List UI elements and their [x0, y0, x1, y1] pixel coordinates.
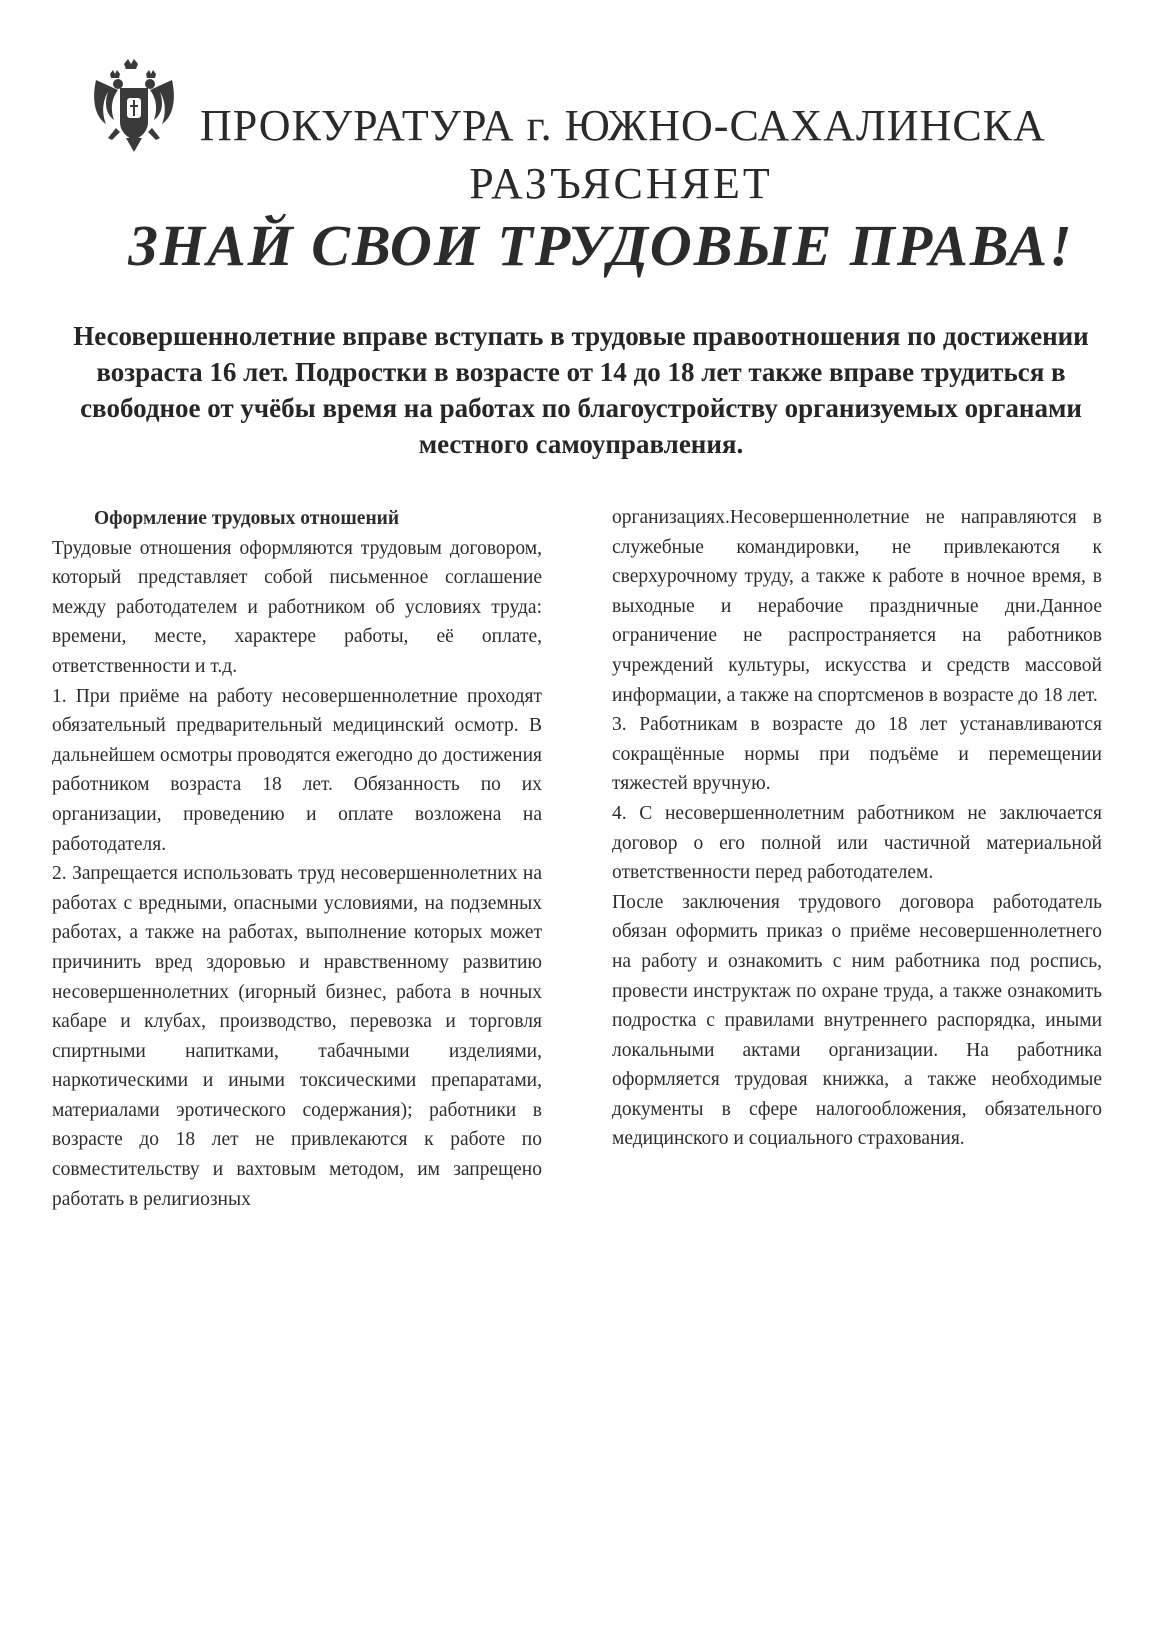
item-2-paragraph: 2. Запрещается использовать труд несовершеннолетних на работах с вредными, опасными условиями, на подземных работах, а также на работах, выполнение которых может причинить вред здоровью и нравственному развитию несовершеннолетних (игорный бизнес, работа в ночных кабаре и клубах, производство, перевозка и торговля спиртными напитками, табачными изделиями, наркотическими и иными токсическими препаратами, материалами эротического содержания); работники в возрасте до 18 лет не привлекаются к работе по совместительству и вахтовым методом, им запрещено работать в религиозных	[52, 863, 542, 1210]
item-1-paragraph: 1. При приёме на работу несовершеннолетние проходят обязательный предварительный медицинский осмотр. В дальнейшем осмотры проводятся ежегодно до достижения работником возраста 18 лет. Обязанность по их организации, проведению и оплате возложена на работодателя.	[52, 685, 542, 855]
header-explains: РАЗЪЯСНЯЕТ	[469, 159, 773, 208]
item-3-paragraph: 3. Работникам в возрасте до 18 лет устанавливаются сокращённые нормы при подъёме и перемещении тяжестей вручную.	[612, 714, 1102, 795]
slogan-heading: ЗНАЙ СВОИ ТРУДОВЫЕ ПРАВА!	[128, 213, 1074, 278]
intro-paragraph: Трудовые отношения оформляются трудовым договором, который представляет собой письменное соглашение между работодателем и работником об условиях труда: времени, месте, характере работы, её оплате, ответственности и т.д.	[52, 537, 542, 677]
closing-paragraph: После заключения трудового договора работодатель обязан оформить приказ о приёме несовершеннолетнего на работу и ознакомить с ним работника под роспись, провести инструктаж по охране труда, а также ознакомить подростка с правилами внутреннего распорядка, иными локальными актами организации. На работника оформляется трудовая книжка, а также необходимые документы в сфере налогообложения, обязательного медицинского и социального страхования.	[612, 891, 1102, 1150]
section-title: Оформление трудовых отношений	[94, 508, 400, 529]
item-4-paragraph: 4. С несовершеннолетним работником не заключается договор о его полной или частичной материальной ответственности перед работодателем.	[612, 802, 1102, 884]
lead-paragraph: Несовершеннолетние вправе вступать в трудовые правоотношения по достижении возраста 16 лет. Подростки в возрасте от 14 до 18 лет также вправе трудиться в свободное от учёбы время на работах по благоустройству организуемых органами местного самоуправления.	[73, 321, 1089, 459]
header-office-name: ПРОКУРАТУРА г. ЮЖНО-САХАЛИНСКА	[200, 101, 1046, 150]
continuation-paragraph: организациях.Несовершеннолетние не направляются в служебные командировки, не привлекаются к сверхурочному труду, а также к работе в ночное время, в выходные и нерабочие праздничные дни.Данное ограничение не распространяется на работников учреждений культуры, искусства и средств массовой информации, а также на спортсменов в возрасте до 18 лет.	[612, 507, 1102, 706]
left-column	[52, 504, 542, 1214]
right-column	[612, 503, 1102, 1154]
